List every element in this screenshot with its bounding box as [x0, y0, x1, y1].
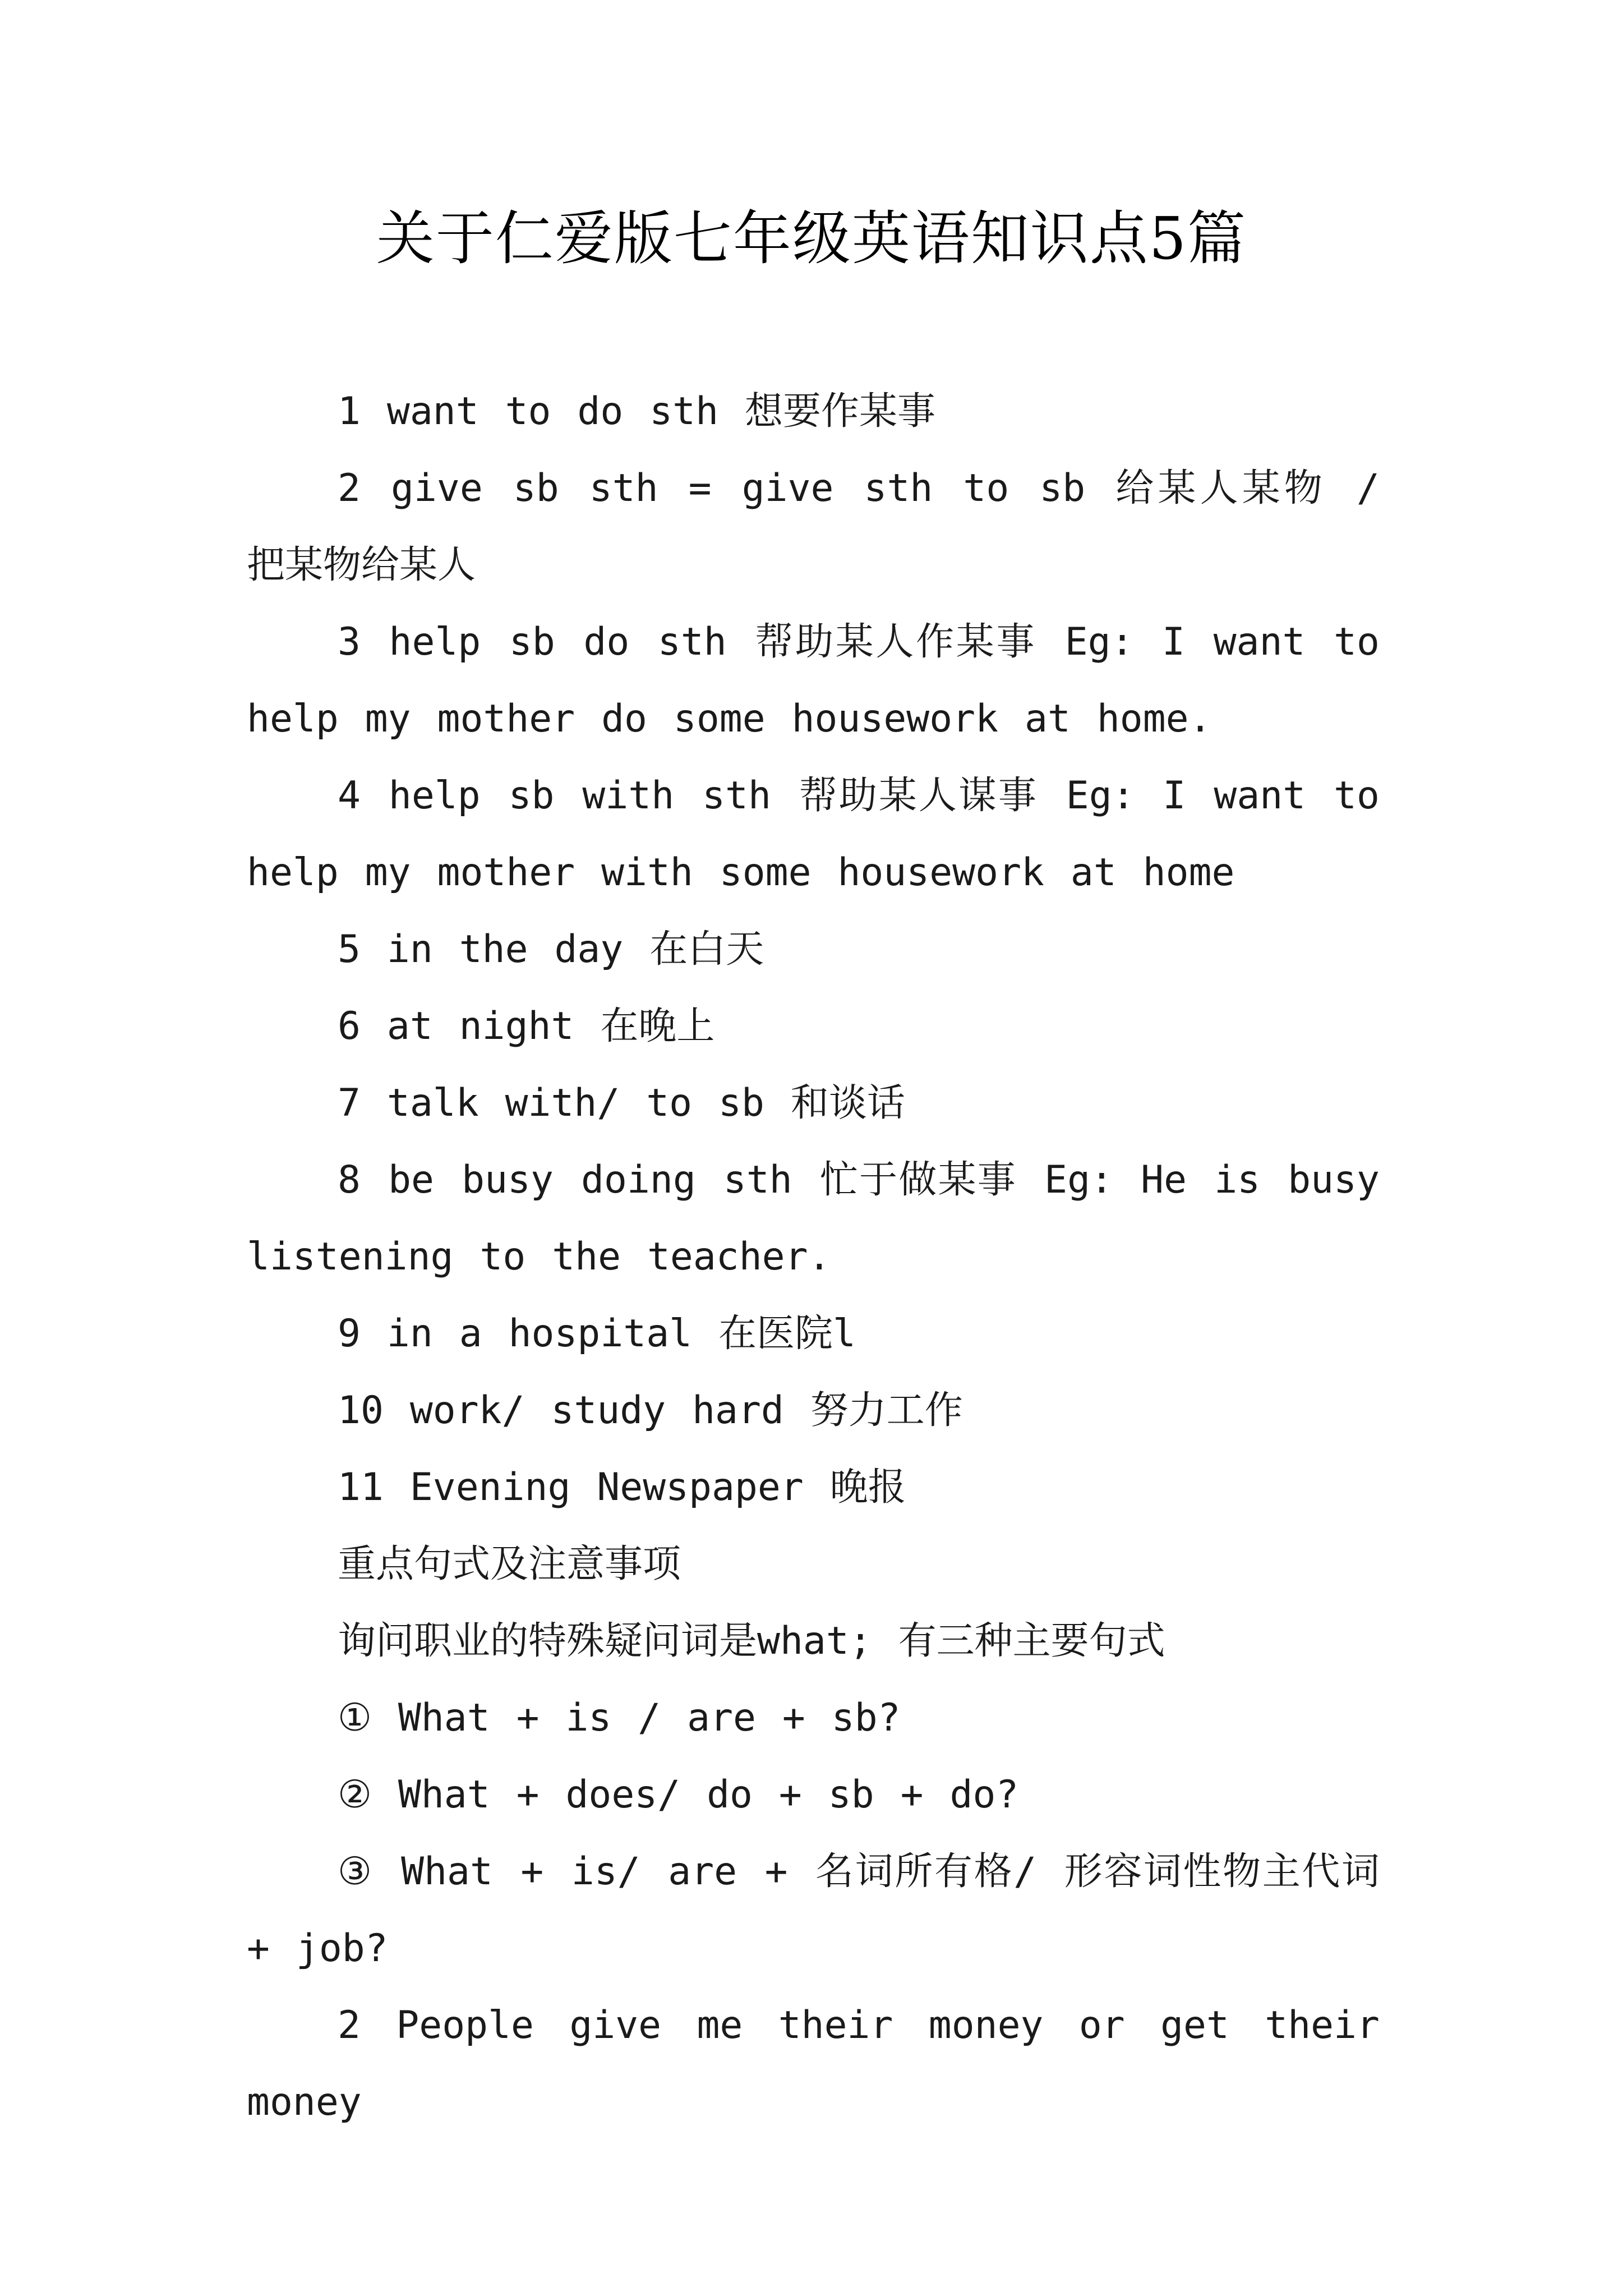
list-item: ② What + does/ do + sb + do? — [338, 1773, 1019, 1817]
paragraph: 9 in a hospital 在医院l — [338, 1312, 856, 1356]
paragraph: 2 give sb sth = give sth to sb 给某人某物 / 把某物给某人 — [247, 466, 1380, 587]
paragraph: 3 help sb do sth 帮助某人作某事 Eg: I want to help my mother do some housework at home. — [247, 620, 1380, 741]
paragraph: 10 work/ study hard 努力工作 — [338, 1388, 963, 1433]
document-body — [247, 373, 1380, 2141]
list-item: ③ What + is/ are + 名词所有格/ 形容词性物主代词 + job? — [247, 1849, 1380, 1971]
paragraph: 4 help sb with sth 帮助某人谋事 Eg: I want to help my mother with some housework at home — [247, 774, 1380, 895]
paragraph: 7 talk with/ to sb 和谈话 — [338, 1081, 905, 1125]
list-item: ① What + is / are + sb? — [338, 1696, 901, 1740]
document-title: 关于仁爱版七年级英语知识点5篇 — [376, 204, 1247, 273]
paragraph: 5 in the day 在白天 — [338, 927, 764, 972]
paragraph: 2 People give me their money or get their money — [247, 2003, 1380, 2124]
section-heading: 重点句式及注意事项 — [338, 1542, 681, 1586]
paragraph: 8 be busy doing sth 忙于做某事 Eg: He is busy listening to the teacher. — [247, 1158, 1380, 1279]
paragraph: 1 want to do sth 想要作某事 — [338, 389, 935, 434]
paragraph: 11 Evening Newspaper 晚报 — [338, 1465, 906, 1510]
paragraph: 6 at night 在晚上 — [338, 1004, 715, 1048]
paragraph: 询问职业的特殊疑问词是what; 有三种主要句式 — [338, 1619, 1165, 1663]
